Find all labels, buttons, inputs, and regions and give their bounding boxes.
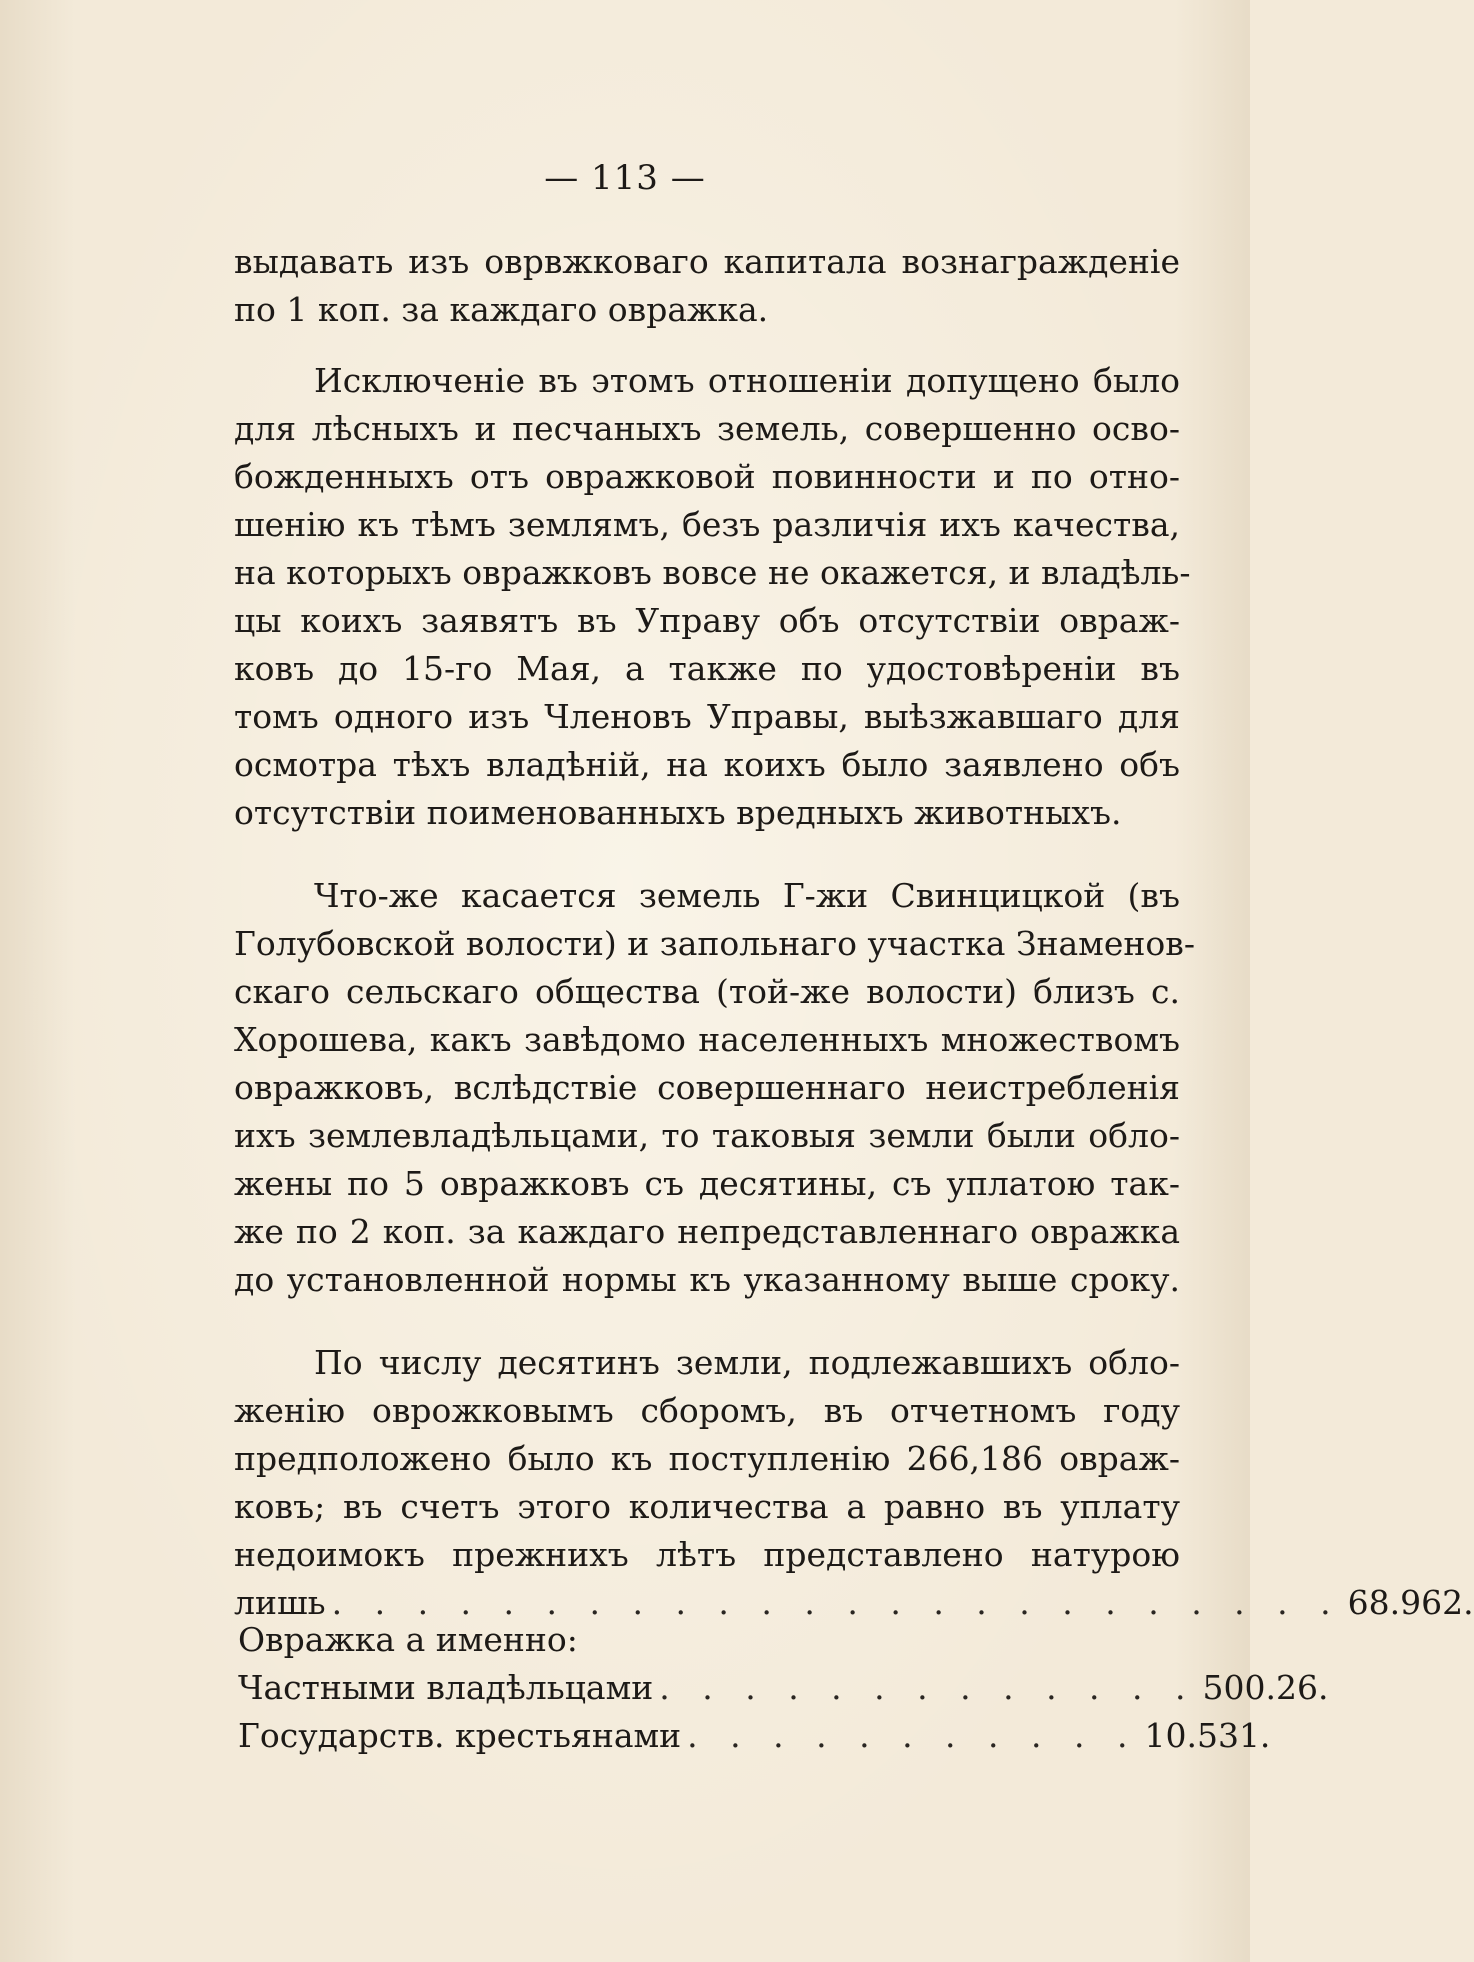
text-line: жены по 5 овражковъ съ десятины, съ уплатою так- (234, 1164, 1180, 1203)
text-line: Исключеніе въ этомъ отношеніи допущено было (314, 361, 1180, 400)
text-line: же по 2 коп. за каждаго непредставленнаго овражка (234, 1212, 1180, 1251)
text-line: отсутствіи поименованныхъ вредныхъ животныхъ. (234, 793, 1122, 832)
text-line: томъ одного изъ Членовъ Управы, выѣзжавшаго для (234, 697, 1180, 736)
breakdown-row (238, 1664, 1329, 1712)
text-line: шенію къ тѣмъ землямъ, безъ различія ихъ качества, (234, 505, 1180, 544)
dot-leader: . . . . . . . . . . . (687, 1716, 1139, 1755)
paragraph-2 (234, 357, 1191, 837)
text-line: осмотра тѣхъ владѣній, на коихъ было заявлено объ (234, 745, 1180, 784)
text-line: Голубовской волости) и запольнаго участка Знаменов- (234, 924, 1195, 963)
breakdown-label: Частными владѣльцами (238, 1668, 654, 1707)
paragraph-4 (234, 1339, 1474, 1627)
breakdown-title: Овражка а именно: (238, 1620, 578, 1659)
text-line: по 1 коп. за каждаго овражка. (234, 290, 769, 329)
page-number: — 113 — (544, 158, 706, 198)
breakdown-value: 500.26. (1202, 1668, 1329, 1707)
dot-leader: . . . . . . . . . . . . . (659, 1668, 1197, 1707)
text-line: овражковъ, вслѣдствіе совершеннаго неистребленія (234, 1068, 1180, 1107)
text-line: По числу десятинъ земли, подлежавшихъ обло- (314, 1343, 1180, 1382)
text-line: предположено было къ поступленію 266,186 овраж- (234, 1439, 1180, 1478)
text-line: недоимокъ прежнихъ лѣтъ представлено натурою (234, 1535, 1180, 1574)
text-line: цы коихъ заявятъ въ Управу объ отсутствіи овраж- (234, 601, 1180, 640)
text-line: Хорошева, какъ завѣдомо населенныхъ множествомъ (234, 1020, 1180, 1059)
text-line: до установленной нормы къ указанному выше сроку. (234, 1260, 1180, 1299)
text-line: выдавать изъ оврвжковаго капитала вознагражденіе (234, 242, 1180, 281)
text-line: ихъ землевладѣльцами, то таковыя земли были обло- (234, 1116, 1180, 1155)
text-line: Что-же касается земель Г-жи Свинцицкой (въ (314, 876, 1180, 915)
text-line: для лѣсныхъ и песчаныхъ земель, совершенно осво- (234, 409, 1180, 448)
leader-label: лишь (234, 1583, 326, 1622)
breakdown-row (238, 1712, 1271, 1760)
text-line: на которыхъ овражковъ вовсе не окажется, и владѣль- (234, 553, 1191, 592)
text-line: ковъ; въ счетъ этого количества а равно въ уплату (234, 1487, 1180, 1526)
paragraph-1 (234, 238, 1180, 334)
paragraph-3 (234, 872, 1195, 1304)
text-line: скаго сельскаго общества (той-же волости) близъ с. (234, 972, 1180, 1011)
breakdown-label: Государств. крестьянами (238, 1716, 682, 1755)
text-line: божденныхъ отъ овражковой повинности и по отно- (234, 457, 1180, 496)
breakdown-value: 10.531. (1144, 1716, 1271, 1755)
breakdown-title-block (238, 1616, 1128, 1664)
leader-value: 68.962. (1347, 1583, 1474, 1622)
text-line: женію оврожковымъ сборомъ, въ отчетномъ году (234, 1391, 1180, 1430)
dot-leader: . . . . . . . . . . . . . . . . . . . . . . . . (331, 1583, 1342, 1622)
breakdown-rows (238, 1664, 1329, 1760)
text-line: ковъ до 15-го Мая, а также по удостовѣреніи въ (234, 649, 1180, 688)
